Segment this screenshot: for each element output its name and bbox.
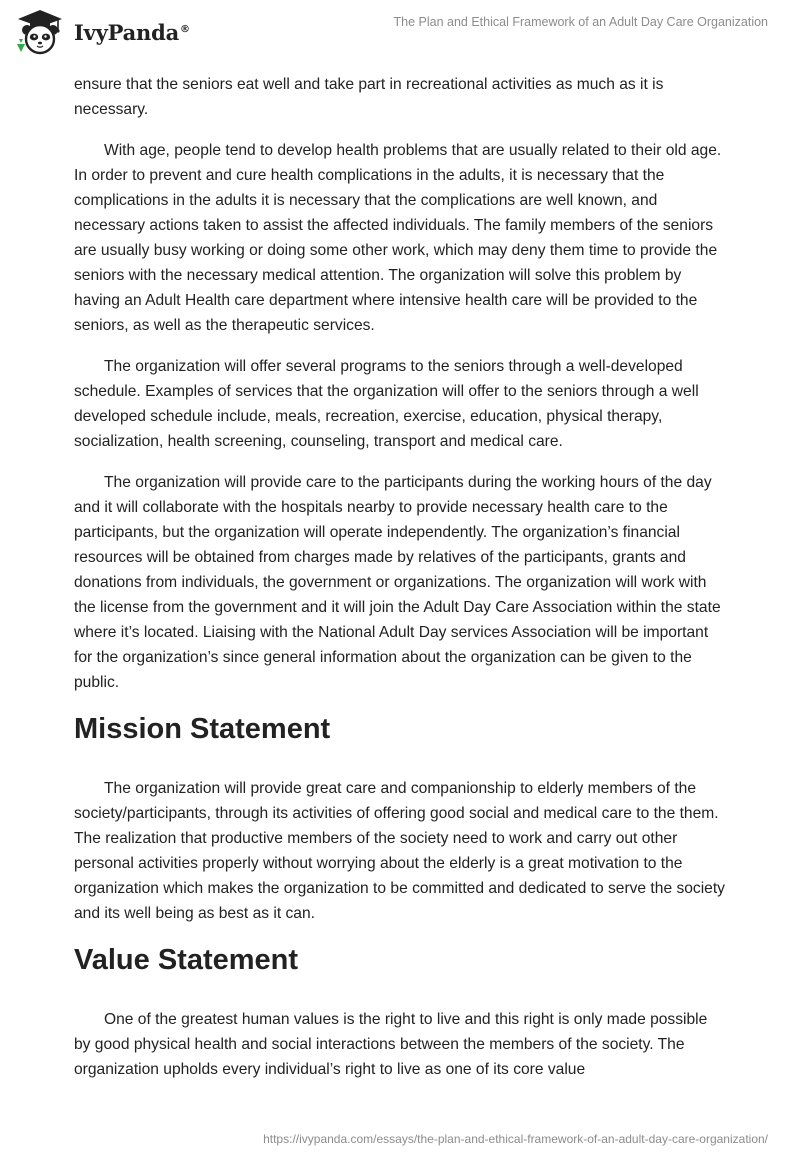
brand-name-text: IvyPanda: [74, 20, 180, 45]
panda-graduate-icon: [14, 8, 66, 56]
ivypanda-logo[interactable]: [14, 8, 204, 56]
document-title: The Plan and Ethical Framework of an Adult Day Care Organization: [393, 15, 768, 29]
paragraph-operations: The organization will provide care to the participants during the working hours of the day and it will collaborate with the hospitals nearby to provide necessary health care to the participants, but the organization will operate independently. The organization’s financial resources will be obtained from charges made by relatives of the participants, grants and donations from individuals, the government or organizations. The organization will work with the license from the government and it will join the Adult Day Care Association within the state where it’s located. Liaising with the National Adult Day services Association will be important for the organization’s since general information about the organization can be given to the public.: [74, 474, 721, 691]
paragraph-continuation: ensure that the seniors eat well and take part in recreational activities as much as it is necessary.: [74, 76, 664, 118]
registered-mark: ®: [180, 24, 190, 35]
paragraph-health-problems: With age, people tend to develop health problems that are usually related to their old age. In order to prevent and cure health complications in the adults, it is necessary that the complications in the adults it is necessary that the complications are well known, and necessary actions taken to assist the affected individuals. The family members of the seniors are usually busy working or doing some other work, which may deny them time to provide the seniors with the necessary medical attention. The organization will solve this problem by having an Adult Health care department where intensive health care will be provided to the seniors, as well as the therapeutic services.: [74, 142, 722, 334]
mission-statement-heading: Mission Statement: [74, 713, 331, 745]
brand-name: [74, 20, 190, 45]
essay-content: [74, 72, 726, 1098]
source-url: https://ivypanda.com/essays/the-plan-and-ethical-framework-of-an-adult-day-care-organization/: [263, 1132, 768, 1146]
paragraph-programs: The organization will offer several programs to the seniors through a well-developed schedule. Examples of services that the organization will offer to the seniors through a well developed schedule include, meals, recreation, exercise, education, physical therapy, socialization, health screening, counseling, transport and medical care.: [74, 358, 699, 450]
page-header: [0, 0, 800, 66]
paragraph-value: One of the greatest human values is the right to live and this right is only made possible by good physical health and social interactions between the members of the society. The organization upholds every individual’s right to live as one of its core value: [74, 1011, 708, 1078]
paragraph-mission: The organization will provide great care and companionship to elderly members of the society/participants, through its activities of offering good social and medical care to the them. The realization that productive members of the society need to work and carry out other personal activities properly without worrying about the elderly is a great motivation to the organization which makes the organization to be committed and dedicated to serve the society and its well being as best as it can.: [74, 780, 725, 922]
value-statement-heading: Value Statement: [74, 944, 299, 976]
